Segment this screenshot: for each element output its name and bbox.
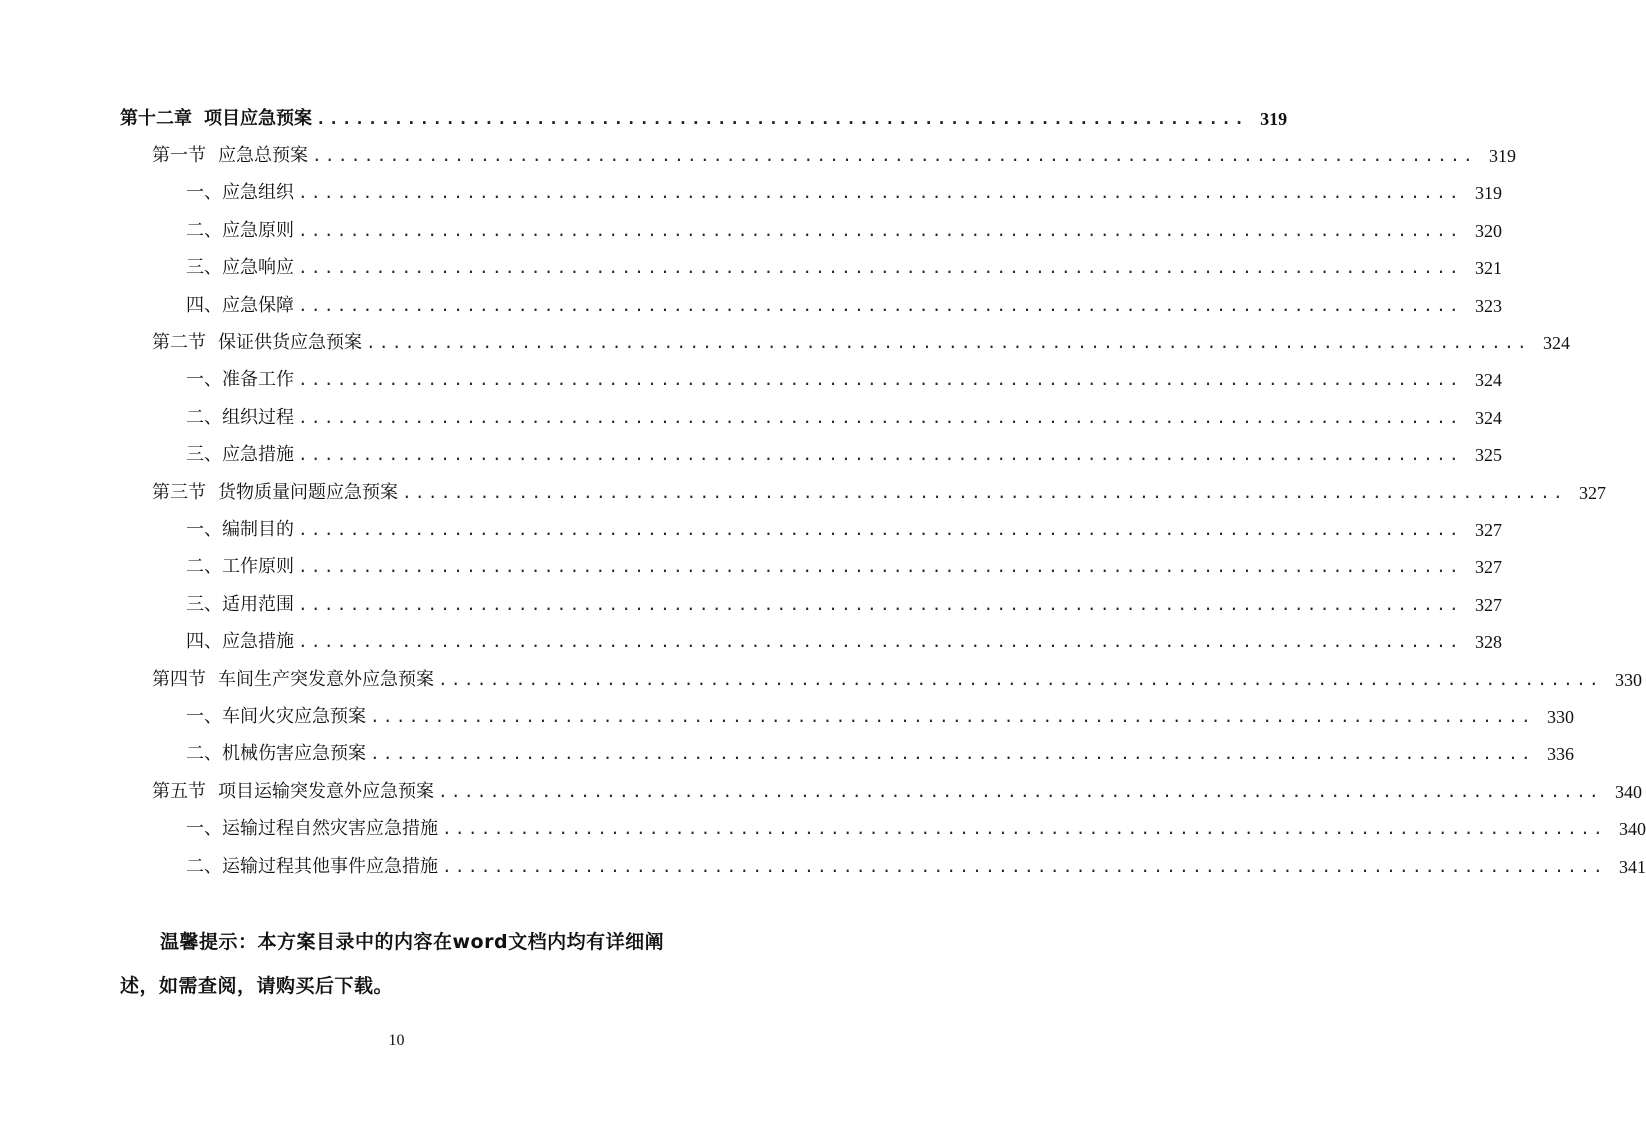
leader-dots: ........................................................................ <box>316 109 1248 128</box>
leader-dots: .......................................................................................... <box>438 669 1602 689</box>
entry-page-number: 323 <box>1474 295 1502 316</box>
item-title: 一、应急组织 <box>186 182 294 204</box>
leader-dots: .......................................................................................... <box>438 781 1602 801</box>
leader-dots: .......................................................................................... <box>298 295 1462 315</box>
entry-page-number: 328 <box>1474 632 1502 653</box>
leader-dots: .......................................................................................... <box>298 557 1462 577</box>
toc-item-entry[interactable] <box>186 628 1502 656</box>
section-title: 项目运输突发意外应急预案 <box>218 780 434 802</box>
toc-item-entry[interactable] <box>186 179 1502 207</box>
leader-dots: .......................................................................................... <box>312 146 1476 165</box>
item-title: 三、应急措施 <box>186 444 294 466</box>
section-number: 第三节 <box>152 481 206 503</box>
entry-page-number: 327 <box>1474 557 1502 578</box>
leader-dots: .......................................................................................... <box>298 520 1462 539</box>
leader-dots: .......................................................................................... <box>298 258 1462 278</box>
entry-page-number: 320 <box>1474 220 1502 241</box>
leader-dots: .......................................................................................... <box>442 856 1606 876</box>
toc-item-entry[interactable] <box>186 815 1646 843</box>
entry-page-number: 336 <box>1546 744 1574 765</box>
entry-page-number: 327 <box>1578 482 1606 503</box>
toc-section-entry[interactable] <box>152 329 1570 357</box>
entry-page-number: 327 <box>1474 594 1502 615</box>
item-title: 二、工作原则 <box>186 556 294 578</box>
entry-page-number: 330 <box>1546 707 1574 727</box>
chapter-title: 项目应急预案 <box>204 108 312 129</box>
toc-section-entry[interactable] <box>152 479 1606 507</box>
entry-page-number: 319 <box>1474 183 1502 204</box>
toc-item-entry[interactable] <box>186 553 1502 581</box>
toc-section-entry[interactable] <box>152 778 1642 806</box>
toc-item-entry[interactable] <box>186 366 1502 394</box>
entry-page-number: 324 <box>1474 407 1502 428</box>
section-number: 第五节 <box>152 780 206 802</box>
item-title: 一、准备工作 <box>186 369 294 391</box>
entry-page-number: 325 <box>1474 445 1502 466</box>
entry-page-number: 324 <box>1474 370 1502 391</box>
item-title: 一、车间火灾应急预案 <box>186 706 366 727</box>
entry-page-number: 340 <box>1614 781 1642 802</box>
toc-item-entry[interactable] <box>186 404 1502 432</box>
toc-item-entry[interactable] <box>186 703 1574 731</box>
leader-dots: .......................................................................................... <box>370 707 1534 726</box>
entry-page-number: 327 <box>1474 520 1502 540</box>
leader-dots: .......................................................................................... <box>366 333 1530 352</box>
leader-dots: .......................................................................................... <box>442 819 1606 839</box>
item-title: 四、应急保障 <box>186 294 294 316</box>
toc-item-entry[interactable] <box>186 853 1646 881</box>
leader-dots: .......................................................................................... <box>298 407 1462 427</box>
chapter-page-number: 319 <box>1260 109 1288 129</box>
leader-dots: .......................................................................................... <box>402 482 1566 502</box>
toc-section-entry[interactable] <box>152 142 1516 170</box>
toc-item-entry[interactable] <box>186 516 1502 544</box>
item-title: 三、应急响应 <box>186 257 294 279</box>
section-title: 货物质量问题应急预案 <box>218 481 398 503</box>
leader-dots: .......................................................................................... <box>370 744 1534 764</box>
page-number: 10 <box>388 1032 405 1049</box>
toc-item-entry[interactable] <box>186 441 1502 469</box>
download-notice: 温馨提示：本方案目录中的内容在word文档内均有详细阐述，如需查阅，请购买后下载。 <box>120 931 665 997</box>
leader-dots: .......................................................................................... <box>298 183 1462 203</box>
section-number: 第一节 <box>152 145 206 166</box>
item-title: 二、机械伤害应急预案 <box>186 743 366 765</box>
section-title: 应急总预案 <box>218 145 308 166</box>
section-title: 保证供货应急预案 <box>218 332 362 353</box>
leader-dots: .......................................................................................... <box>298 632 1462 652</box>
leader-dots: .......................................................................................... <box>298 370 1462 390</box>
item-title: 二、组织过程 <box>186 406 294 428</box>
item-title: 一、编制目的 <box>186 519 294 540</box>
leader-dots: .......................................................................................... <box>298 220 1462 240</box>
section-title: 车间生产突发意外应急预案 <box>218 668 434 690</box>
leader-dots: .......................................................................................... <box>298 445 1462 465</box>
entry-page-number: 340 <box>1618 819 1646 840</box>
item-title: 三、适用范围 <box>186 593 294 615</box>
chapter-number: 第十二章 <box>120 108 192 129</box>
toc-item-entry[interactable] <box>186 591 1502 619</box>
toc-item-entry[interactable] <box>186 740 1574 768</box>
item-title: 一、运输过程自然灾害应急措施 <box>186 818 438 840</box>
section-number: 第四节 <box>152 668 206 690</box>
entry-page-number: 321 <box>1474 258 1502 279</box>
entry-page-number: 324 <box>1542 333 1570 353</box>
section-number: 第二节 <box>152 332 206 353</box>
toc-item-entry[interactable] <box>186 217 1502 245</box>
toc-section-entry[interactable] <box>152 666 1642 694</box>
toc-item-entry[interactable] <box>186 254 1502 282</box>
leader-dots: .......................................................................................... <box>298 594 1462 614</box>
entry-page-number: 319 <box>1488 146 1516 166</box>
toc-item-entry[interactable] <box>186 292 1502 320</box>
item-title: 二、应急原则 <box>186 219 294 241</box>
entry-page-number: 341 <box>1618 856 1646 877</box>
item-title: 二、运输过程其他事件应急措施 <box>186 855 438 877</box>
toc-chapter-entry[interactable] <box>120 105 1288 133</box>
entry-page-number: 330 <box>1614 669 1642 690</box>
item-title: 四、应急措施 <box>186 631 294 653</box>
